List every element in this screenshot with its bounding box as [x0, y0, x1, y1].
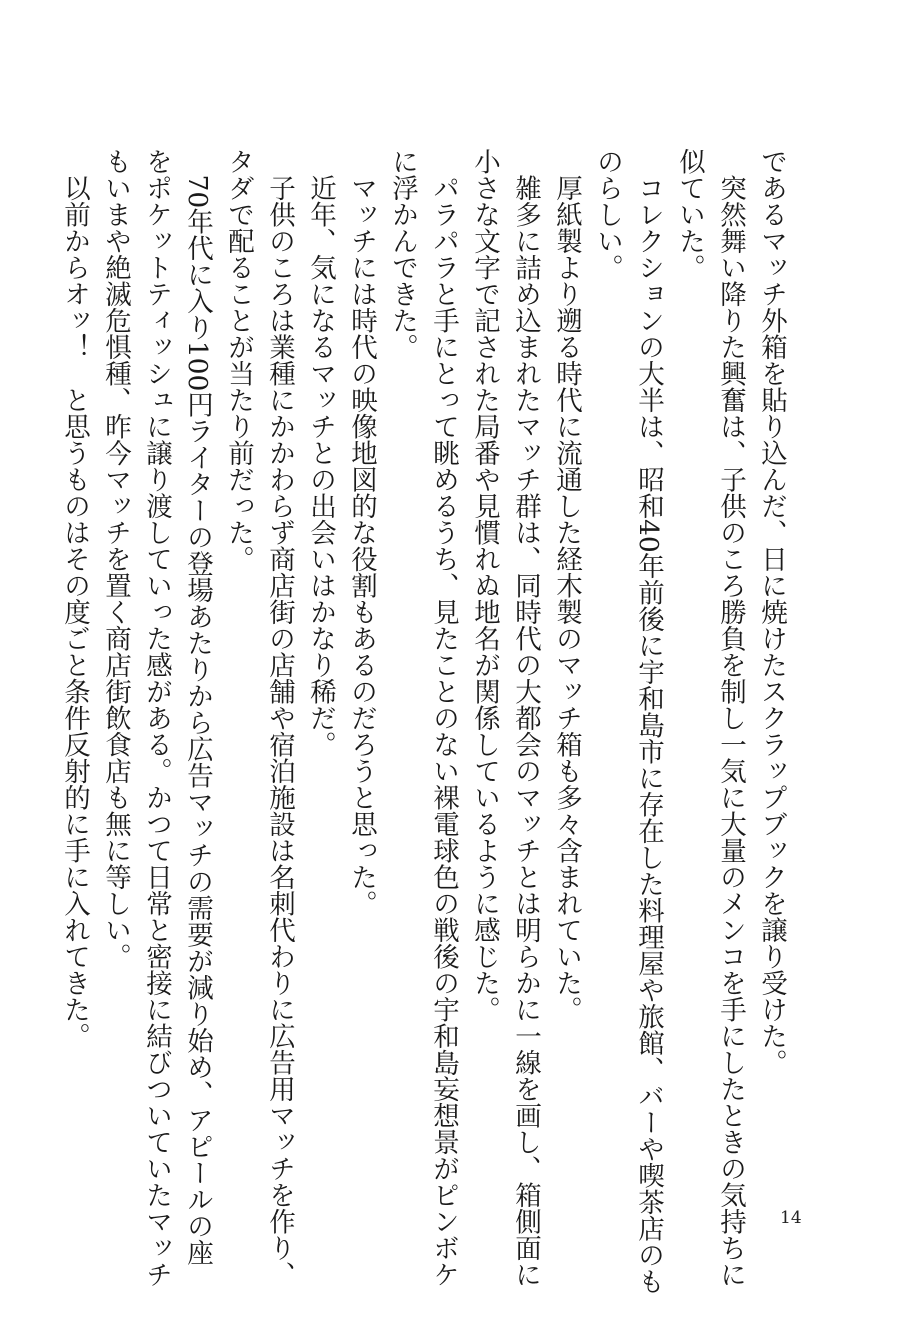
- text-line: 厚紙製より遡る時代に流通した経木製のマッチ箱も多々含まれていた。: [551, 148, 582, 1023]
- text-line: 近年、気になるマッチとの出会いはかなり稀だ。: [305, 148, 336, 758]
- text-line: 子供のころは業種にかかわらず商店街の店舗や宿泊施設は名刺代わりに広告用マッチを作り、: [264, 148, 295, 1288]
- text-line: に浮かんできた。: [387, 148, 418, 360]
- text-line: タダで配ることが当たり前だった。: [223, 148, 254, 572]
- text-line: 突然舞い降りた興奮は、子供のころ勝負を制し一気に大量のメンコを手にしたときの気持ちに: [715, 148, 746, 1288]
- text-line: 以前からオッ！ と思うものはその度ごと条件反射的に手に入れてきた。: [59, 148, 90, 1049]
- text-line: もいまや絶滅危惧種、昨今マッチを置く商店街飲食店も無に等しい。: [100, 148, 131, 970]
- text-line: 70年代に入り100円ライターの登場あたりから広告マッチの需要が減り始め、アピールの座: [182, 148, 213, 1266]
- text-line: パラパラと手にとって眺めるうち、見たことのない裸電球色の戦後の宇和島妄想景がピンボケ: [428, 148, 459, 1288]
- text-line: マッチには時代の映像地図的な役割もあるのだろうと思った。: [346, 148, 377, 917]
- page-number: 14: [780, 1208, 802, 1228]
- text-line: のらしい。: [592, 148, 623, 281]
- text-line: 雑多に詰め込まれたマッチ群は、同時代の大都会のマッチとは明らかに一線を画し、箱側面に: [510, 148, 541, 1288]
- text-line: をポケットティッシュに譲り渡していった感がある。かつて日常と密接に結びついていたマッチ: [141, 148, 172, 1288]
- text-line: 似ていた。: [674, 148, 705, 281]
- text-line: 小さな文字で記された局番や見慣れぬ地名が関係しているように感じた。: [469, 148, 500, 1023]
- text-line: であるマッチ外箱を貼り込んだ、日に焼けたスクラップブックを譲り受けた。: [756, 148, 787, 1076]
- text-line: コレクションの大半は、昭和40年前後に宇和島市に存在した料理屋や旅館、バーや喫茶店のも: [633, 148, 664, 1295]
